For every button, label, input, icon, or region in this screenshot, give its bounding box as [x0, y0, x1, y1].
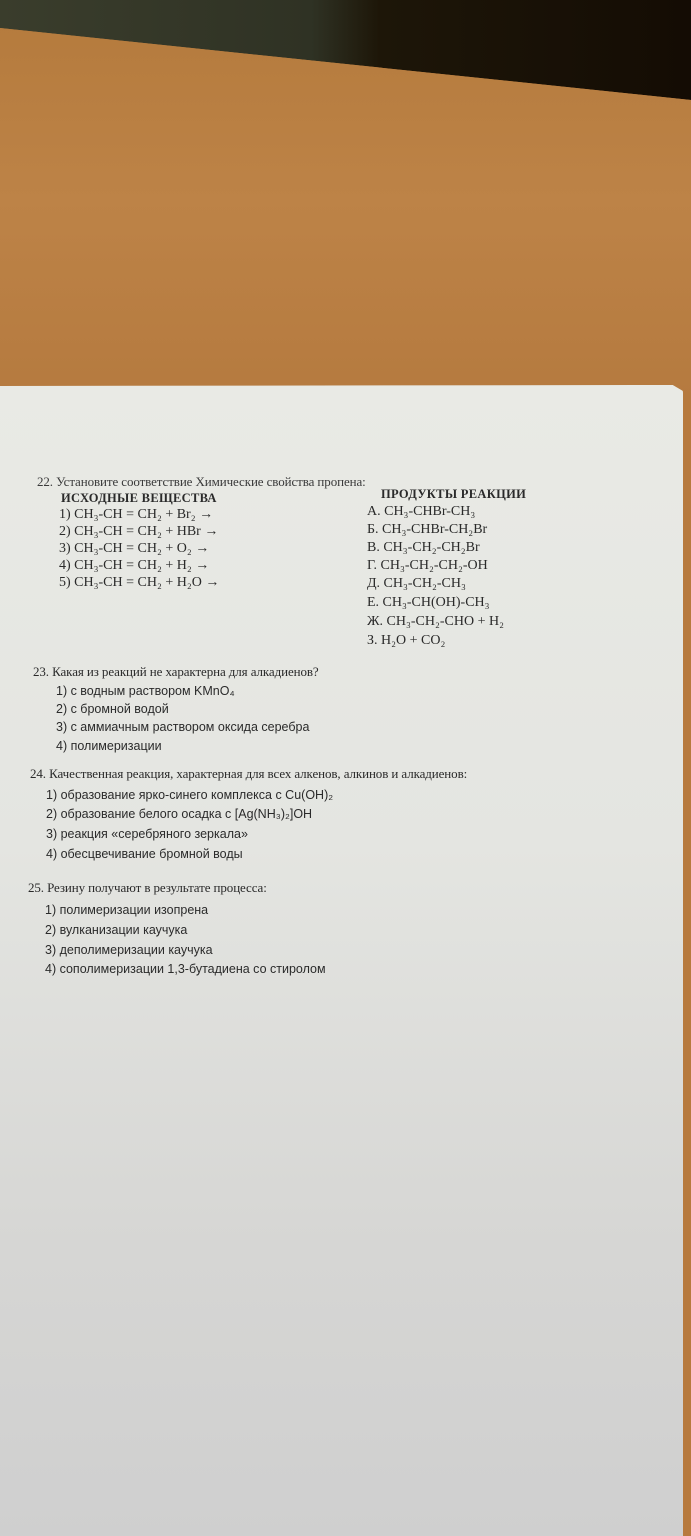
q22-reactant-2: 2) CH₃-CH = CH₂ + HBr →: [59, 524, 219, 539]
q22-reactant-5: 5) CH₃-CH = CH₂ + H₂O →: [59, 575, 220, 590]
q24-option-3: 3) реакция «серебряного зеркала»: [46, 827, 248, 841]
q24-option-4: 4) обесцвечивание бромной воды: [46, 847, 243, 861]
q23-option-1: 1) с водным раствором KMnO₄: [56, 684, 235, 698]
q22-product-zh: Ж. CH₃-CH₂-CHO + H₂: [367, 614, 504, 629]
q24-option-2: 2) образование белого осадка с [Ag(NH₃)₂]OH: [46, 807, 313, 821]
q22-right-header: ПРОДУКТЫ РЕАКЦИИ: [381, 487, 527, 501]
q22-product-v: В. CH₃-CH₂-CH₂Br: [367, 540, 480, 555]
q25-option-4: 4) сополимеризации 1,3-бутадиена со стиролом: [45, 962, 326, 976]
q23-option-2: 2) с бромной водой: [56, 702, 169, 716]
q24-option-1: 1) образование ярко-синего комплекса с Cu(OH)₂: [46, 788, 334, 802]
q22-title: 22. Установите соответствие Химические свойства пропена:: [37, 474, 366, 489]
q24-title: 24. Качественная реакция, характерная для всех алкенов, алкинов и алкадиенов:: [30, 766, 468, 781]
q22-product-e: Е. CH₃-CH(OH)-CH₃: [367, 595, 490, 610]
q22-product-a: А. CH₃-CHBr-CH₃: [367, 504, 476, 519]
q22-product-z: З. H₂O + CO₂: [367, 633, 446, 648]
q22-reactant-1: 1) CH₃-CH = CH₂ + Br₂ →: [59, 507, 214, 522]
q25-option-3: 3) деполимеризации каучука: [45, 943, 213, 957]
q23-title: 23. Какая из реакций не характерна для алкадиенов?: [33, 664, 319, 679]
q22-product-b: Б. CH₃-CHBr-CH₂Br: [367, 522, 488, 537]
q25-title: 25. Резину получают в результате процесса:: [28, 880, 267, 895]
q22-left-header: ИСХОДНЫЕ ВЕЩЕСТВА: [61, 491, 217, 505]
q22-product-d: Д. CH₃-CH₂-CH₃: [367, 576, 466, 591]
q25-option-2: 2) вулканизации каучука: [45, 923, 188, 937]
q22-reactant-3: 3) CH₃-CH = CH₂ + O₂ →: [59, 541, 210, 556]
q22-product-g: Г. CH₃-CH₂-CH₂-OH: [367, 558, 488, 573]
q22-reactant-4: 4) CH₃-CH = CH₂ + H₂ →: [59, 558, 210, 573]
q25-option-1: 1) полимеризации изопрена: [45, 903, 209, 917]
q23-option-3: 3) с аммиачным раствором оксида серебра: [56, 720, 310, 734]
q23-option-4: 4) полимеризации: [56, 739, 162, 753]
